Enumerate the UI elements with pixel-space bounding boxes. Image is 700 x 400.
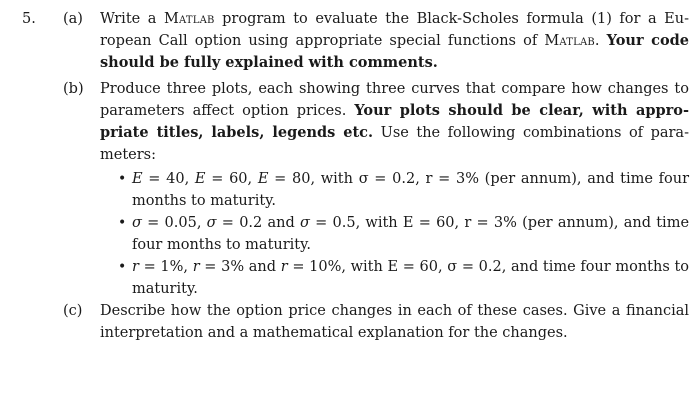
part-b-bold-instruction: Your plots should be clear, with appropriate titles, labels, legends etc. <box>100 102 689 141</box>
parameter-item-strike: • E = 40, E = 60, E = 80, with σ = 0.2, r = 3% (per annum), and time four months to maturity. <box>100 168 689 212</box>
param-conditions: σ = 0.2, r = 3% (per annum), and time four months to maturity. <box>132 171 690 209</box>
param-value: 10% <box>309 259 342 275</box>
part-a-text-1: Write a <box>100 11 157 27</box>
part-c-text: Describe how the option price changes in each of these cases. Give a financial interpretation and a mathematical explanation for the changes. <box>100 303 689 341</box>
param-var: σ <box>206 215 217 231</box>
param-value: 40 <box>166 171 185 187</box>
param-var: E <box>194 171 206 187</box>
part-c-label: (c) <box>63 303 83 319</box>
part-a-text-3: . <box>594 33 600 49</box>
param-var: E <box>257 171 269 187</box>
param-var: σ <box>132 215 142 231</box>
param-conditions: E = 60, r = 3% (per annum), and time four months to maturity. <box>132 215 690 253</box>
param-var: r <box>132 259 139 275</box>
part-b-label: (b) <box>63 81 84 97</box>
param-var: σ <box>300 215 310 231</box>
part-a-label: (a) <box>63 11 83 27</box>
param-var: r <box>192 259 200 275</box>
param-value: 1% <box>160 259 184 275</box>
part-b <box>63 78 689 300</box>
part-a-text-2: program to evaluate the Black-Scholes formula (1) for a European Call option using appropriate special functions of <box>100 11 690 49</box>
bullet-icon: • <box>118 215 127 231</box>
matlab-name-2: Matlab <box>544 33 595 49</box>
param-value: 0.2 <box>239 215 263 231</box>
part-b-text <box>100 78 689 300</box>
question-number: 5. <box>22 11 36 27</box>
part-a <box>63 8 689 74</box>
matlab-name-1: Matlab <box>163 11 215 27</box>
param-value: 0.5 <box>332 215 356 231</box>
part-b-text-2: Use the following combinations of parameters: <box>100 125 689 163</box>
bullet-icon: • <box>118 171 127 187</box>
part-a-text <box>100 8 689 74</box>
param-value: 60 <box>229 171 248 187</box>
param-value: 80 <box>292 171 311 187</box>
part-a-bold-instruction: Your code should be fully explained with comments. <box>100 32 689 71</box>
parameter-list <box>100 168 689 300</box>
bullet-icon: • <box>118 259 127 275</box>
param-var: r <box>280 259 288 275</box>
param-conditions: E = 60, σ = 0.2, and time four months to maturity. <box>132 259 690 297</box>
param-value: 3% <box>221 259 245 275</box>
param-value: 0.05 <box>164 215 197 231</box>
param-var: E <box>132 171 143 187</box>
part-b-text-1: Produce three plots, each showing three curves that compare how changes to parameters affect option prices. <box>100 81 689 119</box>
parameter-item-rate: • r = 1%, r = 3% and r = 10%, with E = 60, σ = 0.2, and time four months to maturity. <box>100 256 689 300</box>
parameter-item-sigma: • σ = 0.05, σ = 0.2 and σ = 0.5, with E = 60, r = 3% (per annum), and time four months to maturity. <box>100 212 689 256</box>
part-c <box>63 300 689 344</box>
